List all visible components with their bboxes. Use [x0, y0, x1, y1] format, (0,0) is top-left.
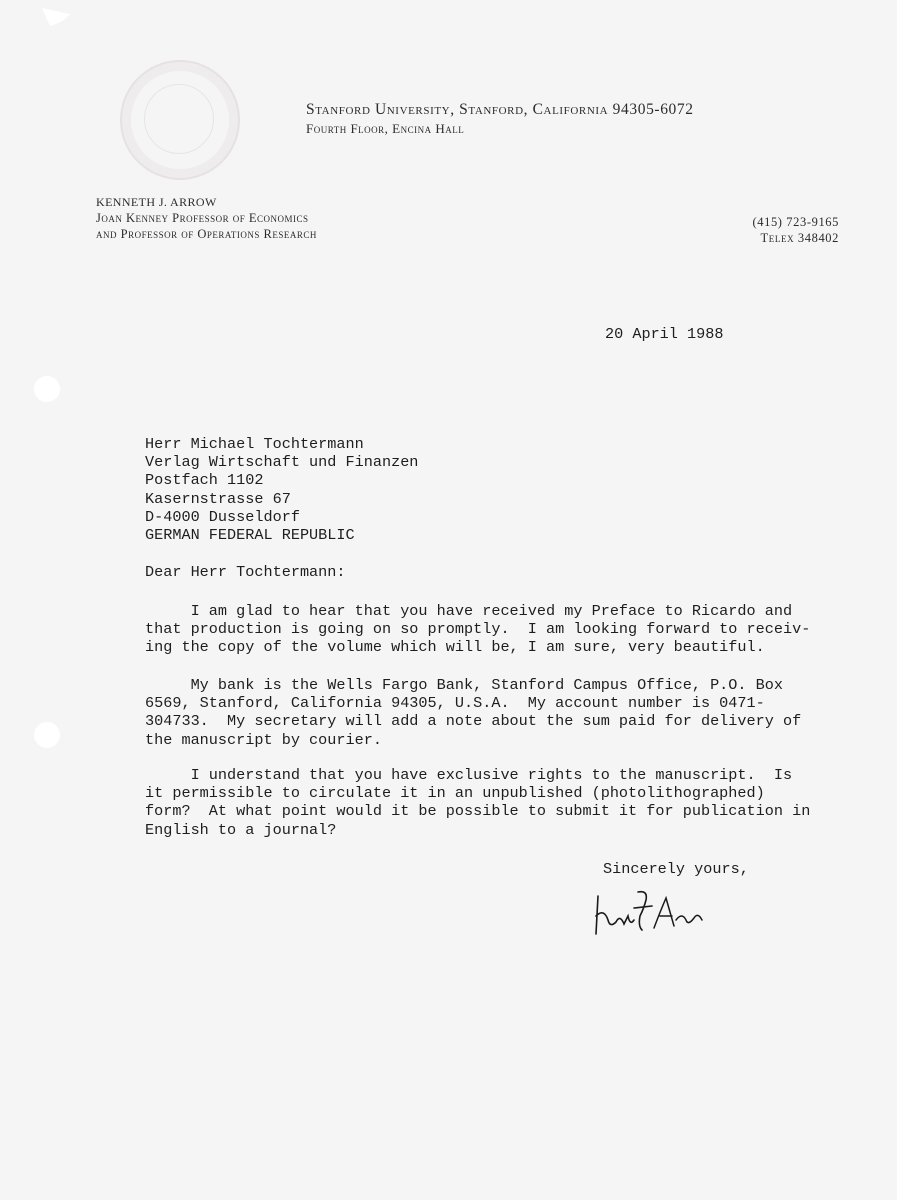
body-line: that production is going on so promptly. I am looking forward to receiv-	[145, 620, 811, 639]
body-line: 304733. My secretary will add a note about the sum paid for delivery of	[145, 712, 802, 731]
address-line: Kasernstrasse 67	[145, 489, 291, 508]
address-line: Verlag Wirtschaft und Finanzen	[145, 453, 419, 472]
telex-number: Telex 348402	[760, 231, 839, 245]
salutation: Dear Herr Tochtermann:	[145, 563, 346, 581]
body-line: I understand that you have exclusive rights to the manuscript. Is	[145, 766, 793, 784]
body-line: My bank is the Wells Fargo Bank, Stanford Campus Office, P.O. Box	[145, 676, 783, 694]
body-line: I am glad to hear that you have received my Preface to Ricardo and	[145, 602, 793, 620]
body-line: form? At what point would it be possible to submit it for publication in	[145, 802, 811, 821]
recipient-address	[145, 435, 418, 544]
punch-hole-bottom	[34, 722, 60, 748]
signature-icon	[590, 886, 720, 942]
body-paragraph-1	[145, 602, 825, 657]
sender-block	[96, 194, 496, 242]
letterhead-university: Stanford University, Stanford, California 94305-6072	[306, 101, 694, 118]
address-line: Herr Michael Tochtermann	[145, 435, 364, 453]
address-line: D-4000 Dusseldorf	[145, 507, 300, 526]
body-paragraph-3	[145, 766, 825, 839]
body-line: the manuscript by courier.	[145, 730, 382, 749]
sender-title-line2: and Professor of Operations Research	[96, 227, 317, 241]
body-line: English to a journal?	[145, 820, 337, 839]
body-line: it permissible to circulate it in an unpublished (photolithographed)	[145, 784, 765, 803]
body-line: ing the copy of the volume which will be, I am sure, very beautiful.	[145, 638, 765, 657]
closing: Sincerely yours,	[603, 860, 749, 878]
university-seal-icon	[120, 60, 240, 180]
phone-number: (415) 723-9165	[752, 215, 839, 229]
sender-title-line1: Joan Kenney Professor of Economics	[96, 211, 309, 225]
address-line: Postfach 1102	[145, 471, 264, 490]
corner-fold-mark	[40, 6, 80, 28]
contact-block	[752, 214, 839, 246]
address-line: GERMAN FEDERAL REPUBLIC	[145, 526, 355, 545]
letterhead-floor: Fourth Floor, Encina Hall	[306, 121, 465, 136]
body-paragraph-2	[145, 676, 825, 749]
punch-hole-top	[34, 376, 60, 402]
letterhead	[306, 100, 866, 138]
body-line: 6569, Stanford, California 94305, U.S.A. My account number is 0471-	[145, 694, 765, 713]
letter-date: 20 April 1988	[605, 325, 724, 343]
sender-name: KENNETH J. ARROW	[96, 195, 217, 209]
